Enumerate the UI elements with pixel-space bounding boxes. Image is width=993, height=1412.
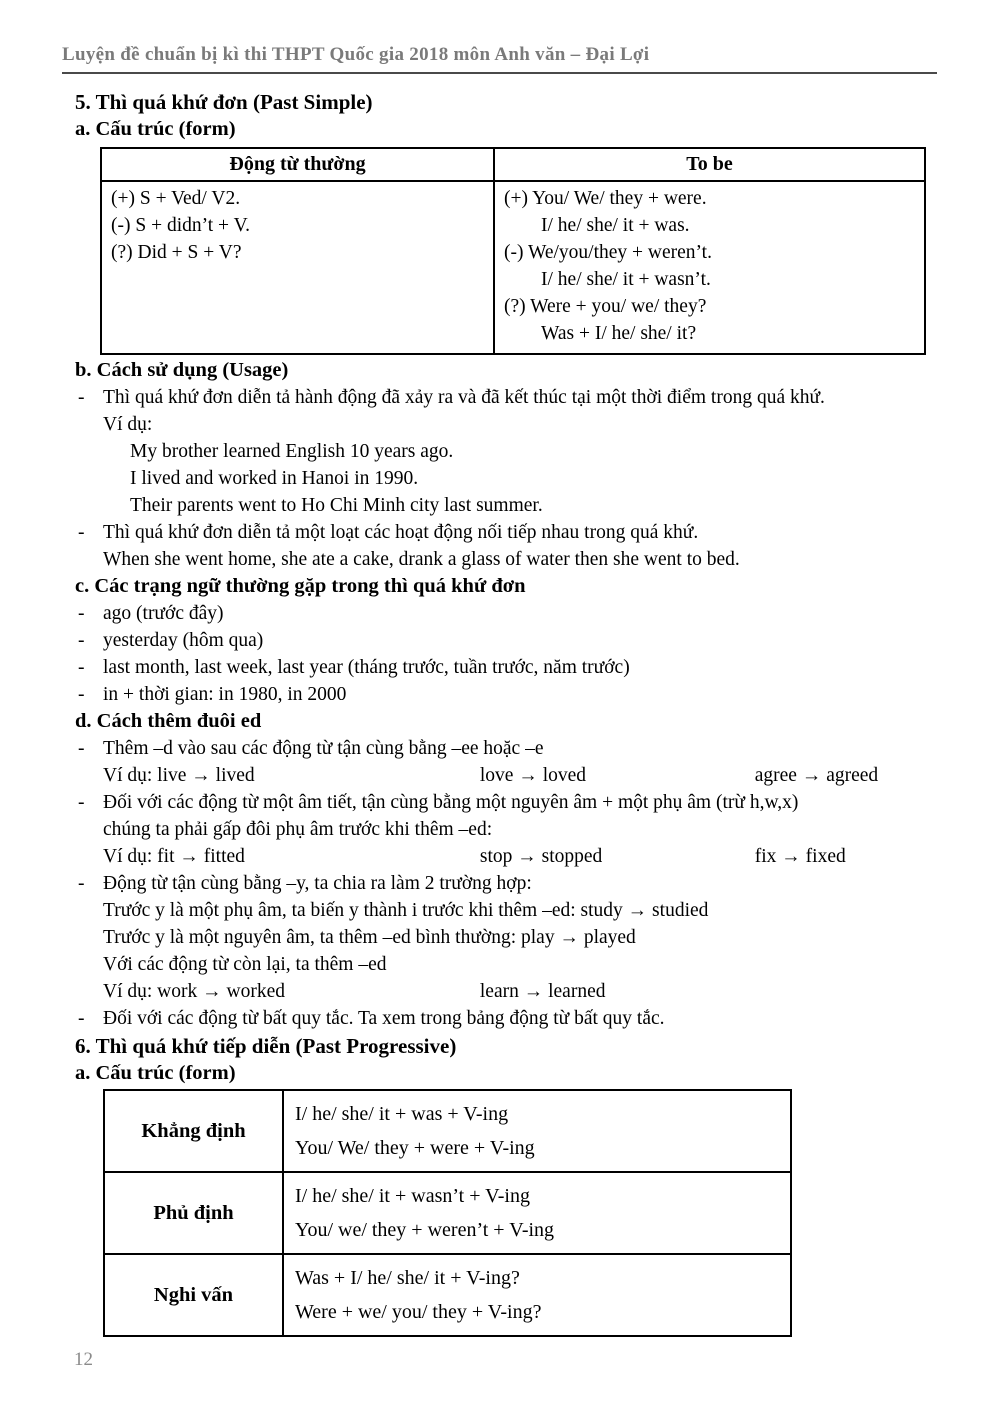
row-formulas-affirmative — [283, 1090, 791, 1172]
bullet-item — [62, 789, 937, 816]
table-row — [104, 1254, 791, 1336]
verb-example-row — [62, 762, 937, 789]
bullet-dash: - — [78, 522, 85, 543]
bullet-text: Đối với các động từ một âm tiết, tận cùng bằng một nguyên âm + một phụ âm (trừ h,w,x) — [103, 792, 799, 813]
verb-example: fix → fixed — [754, 846, 846, 867]
table-row — [101, 181, 925, 354]
table1-header-regular-verb: Động từ thường — [101, 148, 494, 181]
bullet-dash: - — [78, 657, 85, 678]
formula-line: (?) Were + you/ we/ they? — [504, 296, 707, 317]
rule-line: Trước y là một phụ âm, ta biến y thành i trước khi thêm –ed: study → studied — [103, 900, 709, 921]
section-5b-title: b. Cách sử dụng (Usage) — [75, 359, 289, 381]
bullet-item — [62, 654, 937, 681]
adverb-item: ago (trước đây) — [103, 603, 224, 624]
section-6-title: 6. Thì quá khứ tiếp diễn (Past Progressive) — [75, 1034, 457, 1058]
formula-line: (+) You/ We/ they + were. — [504, 188, 707, 209]
bullet-dash: - — [78, 603, 85, 624]
bullet-text: Thêm –d vào sau các động từ tận cùng bằng –ee hoặc –e — [103, 738, 544, 759]
example-sentence: Their parents went to Ho Chi Minh city last summer. — [130, 495, 543, 516]
verb-example: stop → stopped — [479, 846, 603, 867]
adverb-item: in + thời gian: in 1980, in 2000 — [103, 684, 347, 705]
verb-example: agree → agreed — [754, 765, 879, 786]
past-progressive-form-table — [103, 1089, 792, 1337]
bullet-dash: - — [78, 684, 85, 705]
formula-line: (?) Did + S + V? — [111, 242, 242, 263]
bullet-dash: - — [78, 738, 85, 759]
bullet-text: Thì quá khứ đơn diễn tả hành động đã xảy ra và đã kết thúc tại một thời điểm trong quá khứ. — [103, 387, 825, 408]
verb-example: love → loved — [479, 765, 587, 786]
verb-example: Ví dụ: fit → fitted — [103, 846, 245, 867]
row-label-affirmative: Khẳng định — [104, 1090, 283, 1172]
bullet-continuation: chúng ta phải gấp đôi phụ âm trước khi thêm –ed: — [103, 819, 493, 840]
example-sentence: When she went home, she ate a cake, drank a glass of water then she went to bed. — [103, 549, 740, 570]
section-5d-title: d. Cách thêm đuôi ed — [75, 710, 262, 732]
formula-line: I/ he/ she/ it + was. — [541, 215, 690, 236]
formula-line: You/ We/ they + were + V-ing — [295, 1137, 535, 1159]
formula-line: I/ he/ she/ it + was + V-ing — [295, 1103, 509, 1125]
formula-line: You/ we/ they + weren’t + V-ing — [295, 1219, 555, 1241]
table-row — [101, 148, 925, 181]
row-label-interrogative: Nghi vấn — [104, 1254, 283, 1336]
formula-line: Was + I/ he/ she/ it? — [541, 323, 697, 344]
verb-example-row — [62, 843, 937, 870]
table1-header-to-be: To be — [494, 148, 925, 181]
formula-line: (-) We/you/they + weren’t. — [504, 242, 712, 263]
formula-line: (+) S + Ved/ V2. — [111, 188, 241, 209]
table-row — [104, 1090, 791, 1172]
bullet-item — [62, 519, 937, 546]
page-header — [62, 44, 937, 74]
verb-example: Ví dụ: live → lived — [103, 765, 255, 786]
bullet-text: Thì quá khứ đơn diễn tả một loạt các hoạt động nối tiếp nhau trong quá khứ. — [103, 522, 699, 543]
rule-line: Trước y là một nguyên âm, ta thêm –ed bình thường: play → played — [103, 927, 636, 948]
formula-line: (-) S + didn’t + V. — [111, 215, 251, 236]
page-number: 12 — [74, 1349, 93, 1370]
example-sentence: My brother learned English 10 years ago. — [130, 441, 454, 462]
example-sentence: I lived and worked in Hanoi in 1990. — [130, 468, 419, 489]
section-5c-title: c. Các trạng ngữ thường gặp trong thì quá khứ đơn — [75, 575, 526, 597]
section-5-title: 5. Thì quá khứ đơn (Past Simple) — [75, 90, 373, 114]
bullet-dash: - — [78, 387, 85, 408]
table1-to-be-cell — [494, 181, 925, 354]
bullet-item — [62, 384, 937, 411]
bullet-dash: - — [78, 1008, 85, 1029]
row-formulas-interrogative — [283, 1254, 791, 1336]
verb-example-row — [62, 978, 937, 1005]
formula-line: Were + we/ you/ they + V-ing? — [295, 1301, 542, 1323]
verb-example: learn → learned — [479, 981, 606, 1002]
table-row — [104, 1172, 791, 1254]
bullet-item — [62, 735, 937, 762]
bullet-item — [62, 600, 937, 627]
row-label-negative: Phủ định — [104, 1172, 283, 1254]
header-title: Luyện đề chuẩn bị kì thi THPT Quốc gia 2018 môn Anh văn – Đại Lợi — [62, 44, 650, 65]
past-simple-form-table — [100, 147, 926, 355]
formula-line: Was + I/ he/ she/ it + V-ing? — [295, 1267, 520, 1289]
example-label: Ví dụ: — [103, 414, 153, 435]
row-formulas-negative — [283, 1172, 791, 1254]
adverb-item: yesterday (hôm qua) — [103, 630, 264, 651]
formula-line: I/ he/ she/ it + wasn’t + V-ing — [295, 1185, 530, 1207]
bullet-text: Động từ tận cùng bằng –y, ta chia ra làm 2 trường hợp: — [103, 873, 532, 894]
table1-regular-verb-cell — [101, 181, 494, 354]
verb-example: Ví dụ: work → worked — [103, 981, 285, 1002]
bullet-item — [62, 627, 937, 654]
adverb-item: last month, last week, last year (tháng trước, tuần trước, năm trước) — [103, 657, 630, 678]
bullet-item — [62, 870, 937, 897]
bullet-item — [62, 681, 937, 708]
formula-line: I/ he/ she/ it + wasn’t. — [541, 269, 711, 290]
section-5a-title: a. Cấu trúc (form) — [75, 118, 236, 140]
bullet-dash: - — [78, 792, 85, 813]
bullet-dash: - — [78, 630, 85, 651]
bullet-item — [62, 1005, 937, 1032]
bullet-dash: - — [78, 873, 85, 894]
section-6a-title: a. Cấu trúc (form) — [75, 1062, 236, 1084]
bullet-text: Đối với các động từ bất quy tắc. Ta xem trong bảng động từ bất quy tắc. — [103, 1008, 665, 1029]
rule-line: Với các động từ còn lại, ta thêm –ed — [103, 954, 387, 975]
